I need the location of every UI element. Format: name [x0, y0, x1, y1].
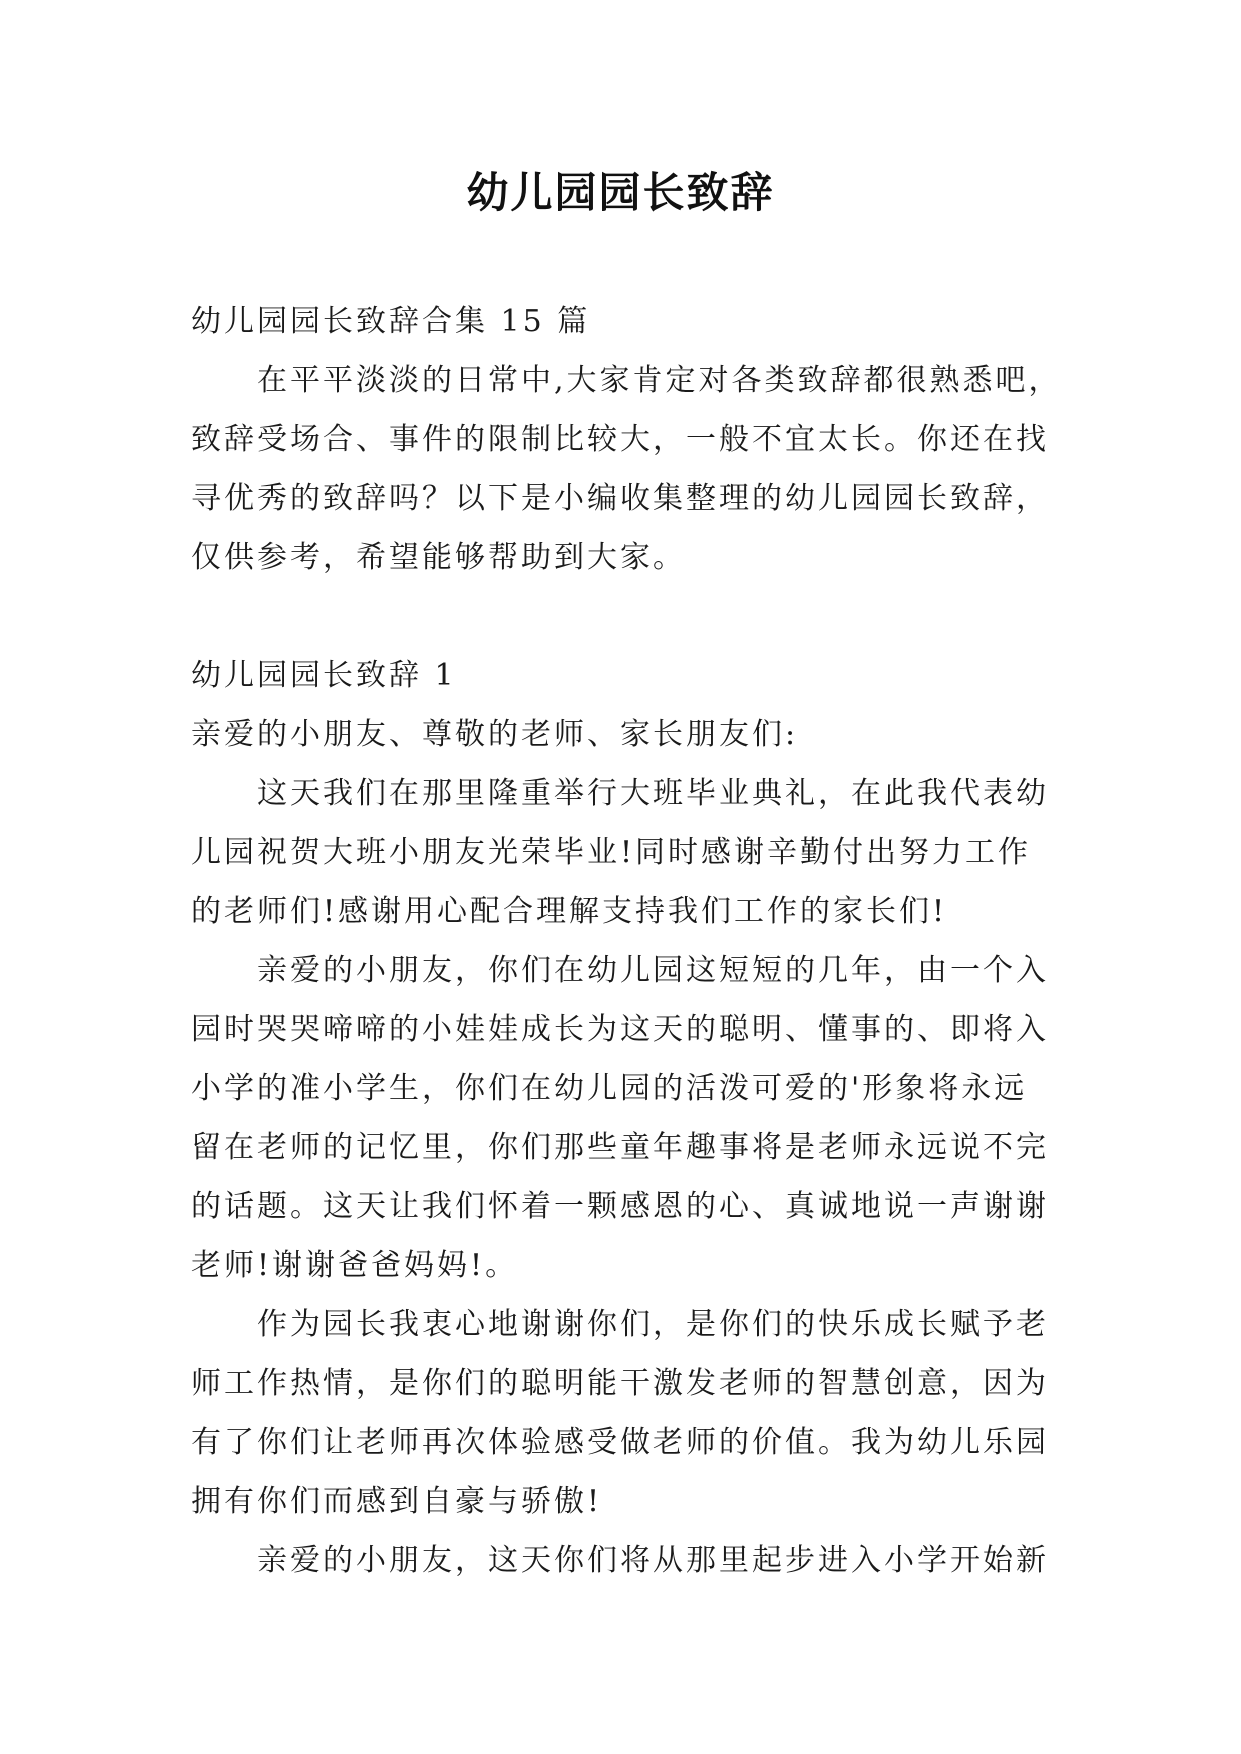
paragraph-line: 师工作热情，是你们的聪明能干激发老师的智慧创意，因为 — [191, 1366, 1049, 1401]
paragraph-line: 小学的准小学生，你们在幼儿园的活泼可爱的'形象将永远 — [191, 1071, 1028, 1106]
intro-line: 寻优秀的致辞吗？以下是小编收集整理的幼儿园园长致辞， — [191, 481, 1049, 516]
paragraph-line: 这天我们在那里隆重举行大班毕业典礼，在此我代表幼 — [257, 776, 1049, 811]
collection-subtitle: 幼儿园园长致辞合集 15 篇 — [191, 304, 591, 339]
section-heading: 幼儿园园长致辞 1 — [191, 658, 457, 693]
greeting-line: 亲爱的小朋友、尊敬的老师、家长朋友们: — [191, 717, 799, 752]
paragraph-line: 老师!谢谢爸爸妈妈!。 — [191, 1248, 519, 1283]
paragraph-line: 拥有你们而感到自豪与骄傲! — [191, 1484, 603, 1519]
paragraph-spacer — [191, 587, 1051, 646]
paragraph-line: 留在老师的记忆里，你们那些童年趣事将是老师永远说不完 — [191, 1130, 1049, 1165]
intro-line: 在平平淡淡的日常中,大家肯定对各类致辞都很熟悉吧， — [257, 363, 1062, 398]
page-title: 幼儿园园长致辞 — [466, 168, 775, 217]
paragraph-line: 儿园祝贺大班小朋友光荣毕业!同时感谢辛勤付出努力工作 — [191, 835, 1032, 870]
paragraph-line: 亲爱的小朋友，这天你们将从那里起步进入小学开始新 — [257, 1543, 1049, 1578]
paragraph-line: 的话题。这天让我们怀着一颗感恩的心、真诚地说一声谢谢 — [191, 1189, 1049, 1224]
paragraph-line: 作为园长我衷心地谢谢你们，是你们的快乐成长赋予老 — [257, 1307, 1049, 1342]
paragraph-line: 的老师们!感谢用心配合理解支持我们工作的家长们! — [191, 894, 948, 929]
paragraph-line: 园时哭哭啼啼的小娃娃成长为这天的聪明、懂事的、即将入 — [191, 1012, 1049, 1047]
paragraph-line: 有了你们让老师再次体验感受做老师的价值。我为幼儿乐园 — [191, 1425, 1049, 1460]
intro-line: 致辞受场合、事件的限制比较大，一般不宜太长。你还在找 — [191, 422, 1049, 457]
paragraph-line: 亲爱的小朋友，你们在幼儿园这短短的几年，由一个入 — [257, 953, 1049, 988]
document-body — [191, 292, 1062, 1590]
intro-line: 仅供参考，希望能够帮助到大家。 — [191, 540, 686, 575]
